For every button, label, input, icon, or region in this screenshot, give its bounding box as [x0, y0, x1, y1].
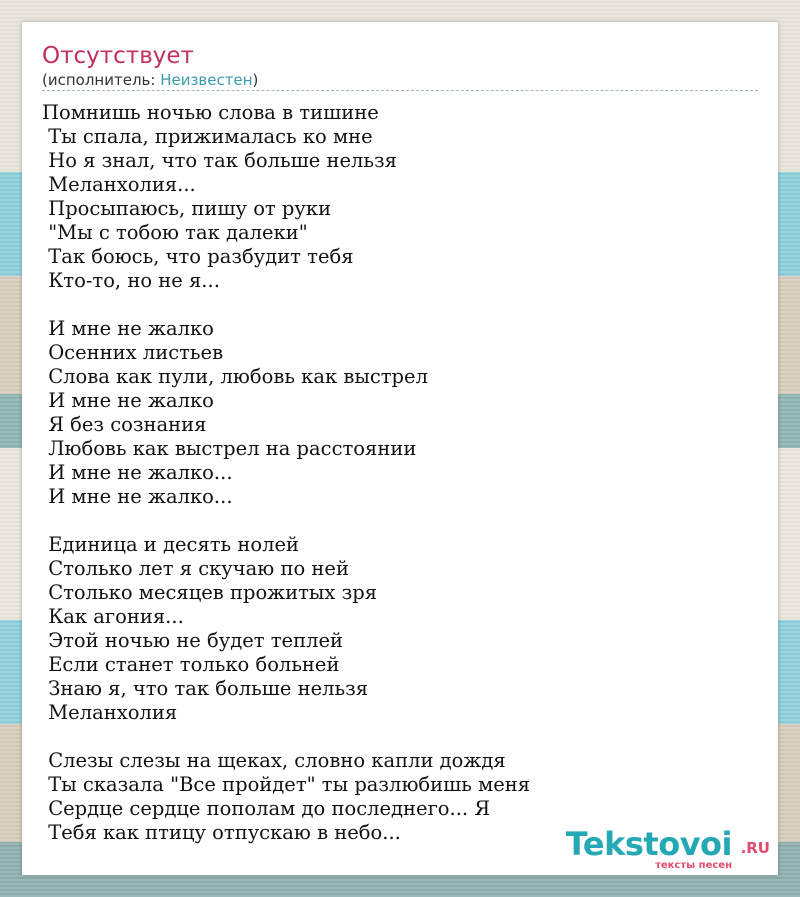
- lyric-line: Осенних листьев: [42, 341, 224, 364]
- lyric-line: Меланхолия...: [42, 173, 196, 196]
- lyric-line: Знаю я, что так больше нельзя: [42, 677, 369, 700]
- lyric-line: И мне не жалко: [42, 389, 214, 412]
- title-divider: [42, 90, 758, 91]
- lyrics-text: [42, 101, 758, 845]
- lyric-line: Слова как пули, любовь как выстрел: [42, 365, 428, 388]
- logo-wordmark: Tekstovoi: [565, 825, 732, 863]
- logo-tagline: тексты песен: [655, 860, 732, 871]
- lyric-line: Кто-то, но не я...: [42, 269, 220, 292]
- lyric-line: Единица и десять нолей: [42, 533, 300, 556]
- lyric-line: И мне не жалко...: [42, 485, 233, 508]
- lyric-line: Столько месяцев прожитых зря: [42, 581, 378, 604]
- stanza-break: [42, 509, 758, 533]
- lyric-line: Ты сказала "Все пройдет" ты разлюбишь меня: [42, 773, 531, 796]
- lyric-line: Столько лет я скучаю по ней: [42, 557, 349, 580]
- lyric-line: Сердце сердце пополам до последнего... Я: [42, 797, 491, 820]
- lyric-line: Но я знал, что так больше нельзя: [42, 149, 397, 172]
- lyrics-card: [22, 22, 778, 875]
- site-logo[interactable]: [560, 827, 770, 871]
- lyric-line: Помнишь ночью слова в тишине: [42, 101, 379, 124]
- lyric-line: Я без сознания: [42, 413, 207, 436]
- lyric-line: Слезы слезы на щеках, словно капли дождя: [42, 749, 506, 772]
- lyric-line: Меланхолия: [42, 701, 178, 724]
- lyric-line: Этой ночью не будет теплей: [42, 629, 343, 652]
- artist-line: [42, 70, 258, 90]
- lyric-line: Как агония...: [42, 605, 184, 628]
- lyric-line: Любовь как выстрел на расстоянии: [42, 437, 417, 460]
- logo-domain: .RU: [740, 839, 770, 857]
- lyric-line: Просыпаюсь, пишу от руки: [42, 197, 332, 220]
- lyric-line: Тебя как птицу отпускаю в небо...: [42, 821, 401, 844]
- lyric-line: "Мы с тобою так далеки": [42, 221, 308, 244]
- lyric-line: Так боюсь, что разбудит тебя: [42, 245, 354, 268]
- artist-link[interactable]: Неизвестен: [160, 71, 253, 89]
- lyric-line: Ты спала, прижималась ко мне: [42, 125, 373, 148]
- artist-suffix: ): [252, 71, 259, 89]
- artist-prefix: (исполнитель:: [42, 71, 161, 89]
- lyric-line: И мне не жалко...: [42, 461, 233, 484]
- lyric-line: И мне не жалко: [42, 317, 214, 340]
- stanza-break: [42, 293, 758, 317]
- song-title: Отсутствует: [42, 43, 194, 69]
- lyric-line: Если станет только больней: [42, 653, 340, 676]
- stanza-break: [42, 725, 758, 749]
